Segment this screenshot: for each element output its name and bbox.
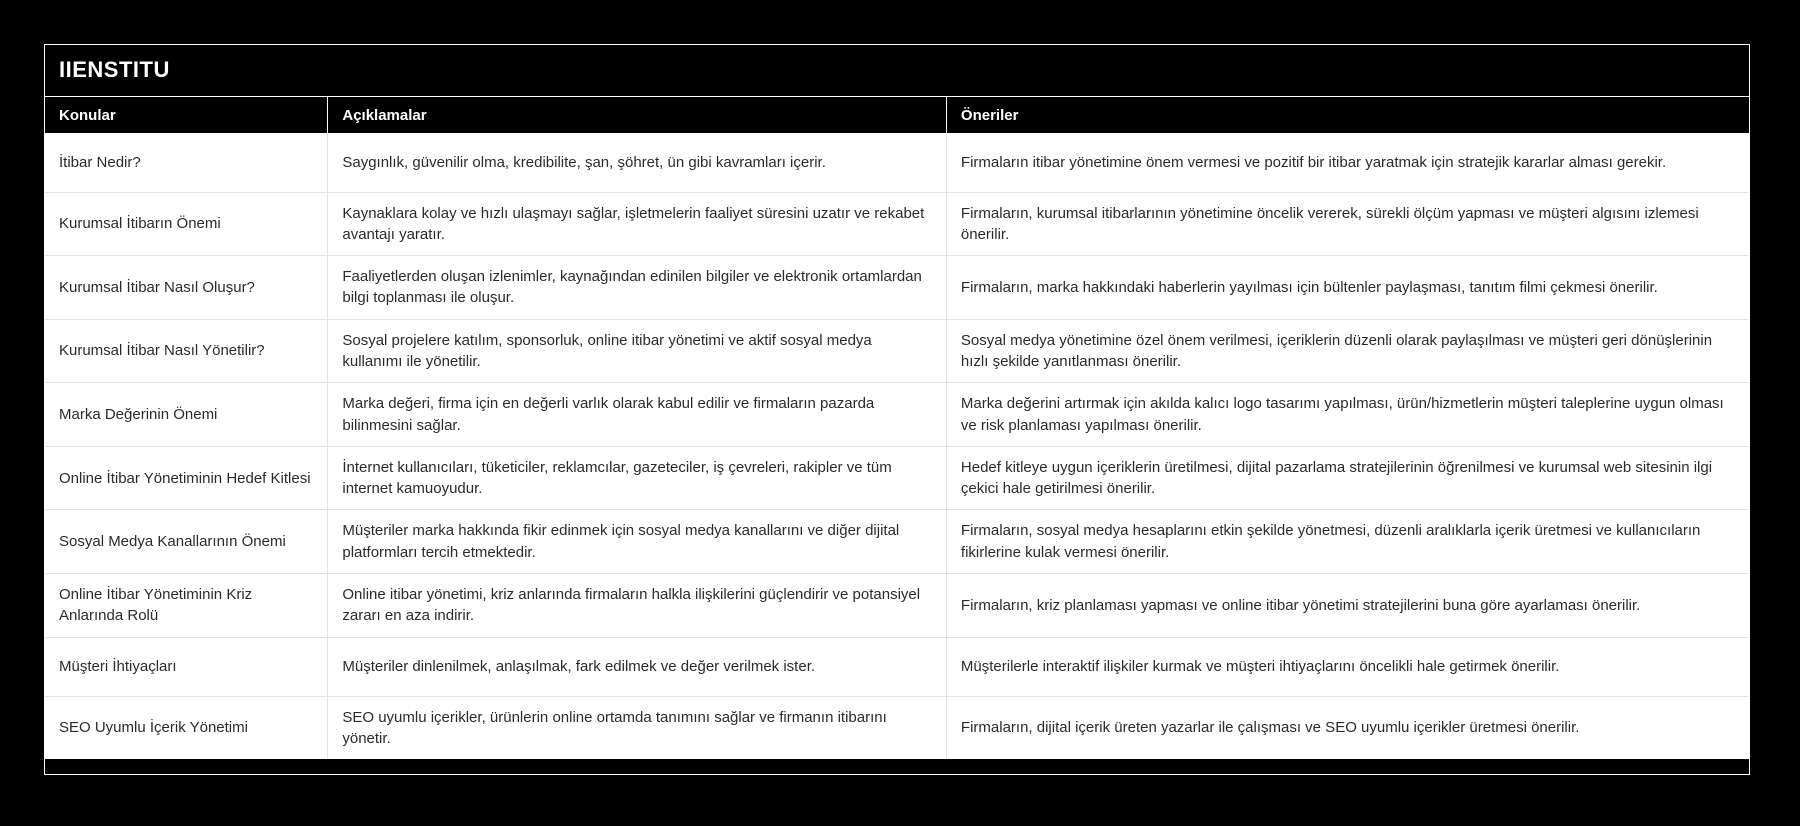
column-header-aciklamalar: Açıklamalar [328, 97, 947, 133]
table-body [45, 133, 1749, 759]
table-row [45, 696, 1749, 759]
table-row [45, 319, 1749, 383]
cell-konular: İtibar Nedir? [45, 133, 328, 192]
cell-aciklamalar: İnternet kullanıcıları, tüketiciler, reklamcılar, gazeteciler, iş çevreleri, rakipler ve tüm internet kamuoyudur. [328, 446, 947, 510]
table-row [45, 192, 1749, 256]
card-title: IIENSTITU [45, 45, 1749, 97]
cell-oneriler: Firmaların, marka hakkındaki haberlerin yayılması için bültenler paylaşması, tanıtım filmi çekmesi önerilir. [946, 256, 1749, 320]
cell-oneriler: Marka değerini artırmak için akılda kalıcı logo tasarımı yapılması, ürün/hizmetlerin müşteri taleplerine uygun olması ve risk planlaması yapılması önerilir. [946, 383, 1749, 447]
cell-aciklamalar: Saygınlık, güvenilir olma, kredibilite, şan, şöhret, ün gibi kavramları içerir. [328, 133, 947, 192]
reputation-table [45, 97, 1749, 759]
table-row [45, 256, 1749, 320]
table-row [45, 637, 1749, 696]
table-header-row [45, 97, 1749, 133]
table-header [45, 97, 1749, 133]
cell-konular: Marka Değerinin Önemi [45, 383, 328, 447]
cell-oneriler: Hedef kitleye uygun içeriklerin üretilmesi, dijital pazarlama stratejilerinin öğrenilmesi ve kurumsal web sitesinin ilgi çekici hale getirilmesi önerilir. [946, 446, 1749, 510]
table-row [45, 574, 1749, 638]
cell-aciklamalar: Faaliyetlerden oluşan izlenimler, kaynağından edinilen bilgiler ve elektronik ortamlardan bilgi toplanması ile oluşur. [328, 256, 947, 320]
cell-konular: Kurumsal İtibarın Önemi [45, 192, 328, 256]
cell-aciklamalar: Sosyal projelere katılım, sponsorluk, online itibar yönetimi ve aktif sosyal medya kullanımı ile yönetilir. [328, 319, 947, 383]
column-header-oneriler: Öneriler [946, 97, 1749, 133]
table-row [45, 510, 1749, 574]
cell-konular: Müşteri İhtiyaçları [45, 637, 328, 696]
table-row [45, 133, 1749, 192]
cell-aciklamalar: Marka değeri, firma için en değerli varlık olarak kabul edilir ve firmaların pazarda bilinmesini sağlar. [328, 383, 947, 447]
table-row [45, 383, 1749, 447]
cell-aciklamalar: Online itibar yönetimi, kriz anlarında firmaların halkla ilişkilerini güçlendirir ve potansiyel zararı en aza indirir. [328, 574, 947, 638]
cell-aciklamalar: Müşteriler marka hakkında fikir edinmek için sosyal medya kanallarını ve diğer dijital platformları tercih etmektedir. [328, 510, 947, 574]
cell-konular: Online İtibar Yönetiminin Kriz Anlarında Rolü [45, 574, 328, 638]
cell-oneriler: Firmaların, dijital içerik üreten yazarlar ile çalışması ve SEO uyumlu içerikler üretmesi önerilir. [946, 696, 1749, 759]
cell-konular: SEO Uyumlu İçerik Yönetimi [45, 696, 328, 759]
column-header-konular: Konular [45, 97, 328, 133]
cell-konular: Kurumsal İtibar Nasıl Oluşur? [45, 256, 328, 320]
cell-oneriler: Firmaların, kurumsal itibarlarının yönetimine öncelik vererek, sürekli ölçüm yapması ve müşteri algısını izlemesi önerilir. [946, 192, 1749, 256]
cell-konular: Kurumsal İtibar Nasıl Yönetilir? [45, 319, 328, 383]
cell-oneriler: Firmaların itibar yönetimine önem vermesi ve pozitif bir itibar yaratmak için stratejik kararlar alması gerekir. [946, 133, 1749, 192]
table-row [45, 446, 1749, 510]
cell-oneriler: Müşterilerle interaktif ilişkiler kurmak ve müşteri ihtiyaçlarını öncelikli hale getirmek önerilir. [946, 637, 1749, 696]
cell-oneriler: Firmaların, sosyal medya hesaplarını etkin şekilde yönetmesi, düzenli aralıklarla içerik üretmesi ve kullanıcıların fikirlerine kulak vermesi önerilir. [946, 510, 1749, 574]
cell-oneriler: Sosyal medya yönetimine özel önem verilmesi, içeriklerin düzenli olarak paylaşılması ve müşteri geri dönüşlerinin hızlı şekilde yanıtlanması önerilir. [946, 319, 1749, 383]
cell-oneriler: Firmaların, kriz planlaması yapması ve online itibar yönetimi stratejilerini buna göre ayarlaması önerilir. [946, 574, 1749, 638]
reputation-table-card [44, 44, 1750, 775]
cell-konular: Online İtibar Yönetiminin Hedef Kitlesi [45, 446, 328, 510]
cell-aciklamalar: SEO uyumlu içerikler, ürünlerin online ortamda tanımını sağlar ve firmanın itibarını yönetir. [328, 696, 947, 759]
cell-konular: Sosyal Medya Kanallarının Önemi [45, 510, 328, 574]
cell-aciklamalar: Kaynaklara kolay ve hızlı ulaşmayı sağlar, işletmelerin faaliyet süresini uzatır ve rekabet avantajı yaratır. [328, 192, 947, 256]
cell-aciklamalar: Müşteriler dinlenilmek, anlaşılmak, fark edilmek ve değer verilmek ister. [328, 637, 947, 696]
